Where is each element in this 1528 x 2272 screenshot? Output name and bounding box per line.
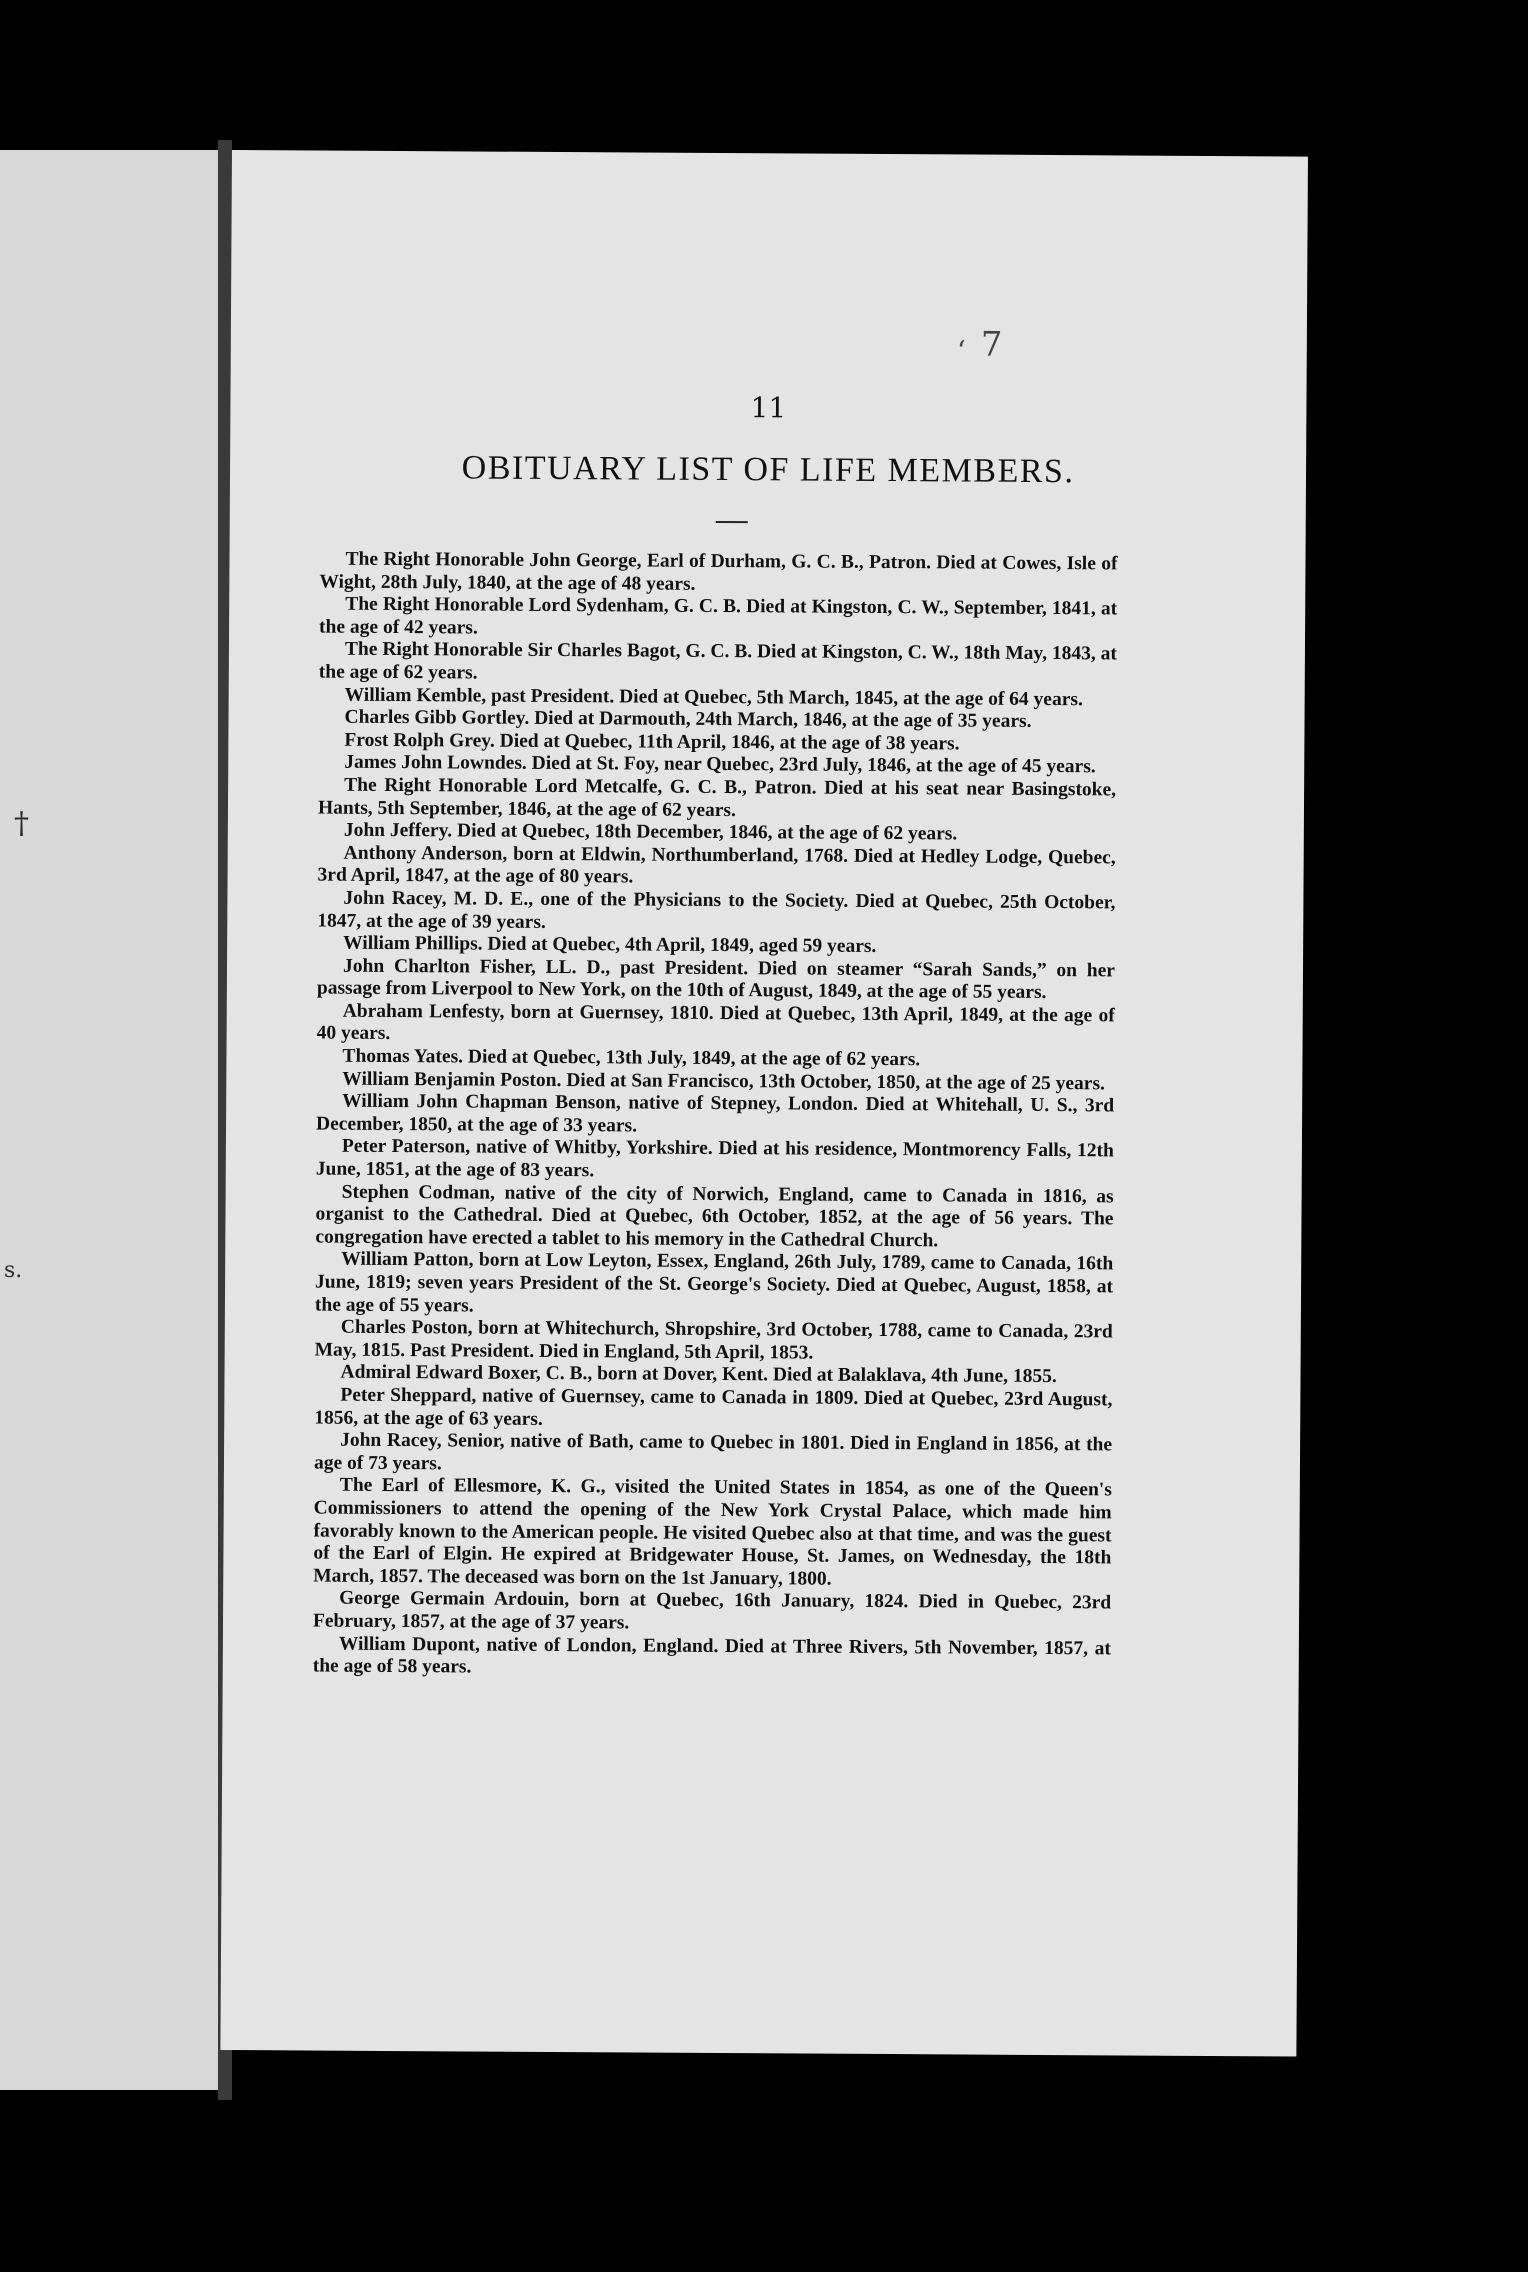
obituary-entry: Frost Rolph Grey. Died at Quebec, 11th April, 1846, at the age of 38 years. bbox=[344, 729, 960, 755]
obituary-entry: James John Lowndes. Died at St. Foy, near Quebec, 23rd July, 1846, at the age of 45 years. bbox=[344, 752, 1096, 778]
obituary-entry: The Right Honorable Lord Sydenham, G. C. B. Died at Kingston, C. W., September, 1841, at the age of 42 years. bbox=[319, 593, 1118, 639]
page-number: 11 bbox=[750, 391, 787, 425]
left-page-fragment-mark: s. bbox=[4, 1258, 23, 1283]
obituary-entry: John Jeffery. Died at Quebec, 18th December, 1846, at the age of 62 years. bbox=[343, 819, 958, 845]
obituary-entry: John Racey, Senior, native of Bath, came to Quebec in 1801. Died in England in 1856, at the age of 73 years. bbox=[313, 1429, 1113, 1475]
obituary-entry: The Right Honorable Sir Charles Bagot, G. C. B. Died at Kingston, C. W., 18th May, 1843, at the age of 62 years. bbox=[318, 639, 1118, 684]
obituary-entry: William Kemble, past President. Died at Quebec, 5th March, 1845, at the age of 64 years. bbox=[344, 684, 1083, 710]
obituary-entry: William Dupont, native of London, England. Died at Three Rivers, 5th November, 1857, at the age of 58 years. bbox=[312, 1633, 1111, 1678]
obituary-entry: Anthony Anderson, born at Eldwin, Northumberland, 1768. Died at Hedley Lodge, Quebec, 3rd April, 1847, at the age of 80 years. bbox=[317, 842, 1116, 888]
obituary-entry: The Earl of Ellesmore, K. G., visited the United States in 1854, as one of the Queen's Commissioners to attend the opening of the New York Crystal Palace, which made him favorably known to the American people. He visited Quebec also at that time, and was the guest of the Earl of Elgin. He expired at Bridgewater House, St. James, on Wednesday, the 18th March, 1857. The deceased was born on the 1st January, 1800. bbox=[313, 1475, 1112, 1590]
title-rule bbox=[716, 521, 748, 523]
obituary-entry: John Charlton Fisher, LL. D., past President. Died on steamer “Sarah Sands,” on her passage from Liverpool to New York, on the 10th of August, 1849, at the age of 55 years. bbox=[316, 955, 1116, 1004]
obituary-entry: Charles Poston, born at Whitechurch, Shropshire, 3rd October, 1788, came to Canada, 23rd May, 1815. Past President. Died in England, 5th April, 1853. bbox=[314, 1316, 1113, 1364]
obituary-entry: Thomas Yates. Died at Quebec, 13th July, 1849, at the age of 62 years. bbox=[342, 1045, 921, 1071]
obituary-entry: William Phillips. Died at Quebec, 4th April, 1849, aged 59 years. bbox=[343, 932, 877, 958]
left-facing-page bbox=[0, 150, 218, 2090]
obituary-entry: Abraham Lenfesty, born at Guernsey, 1810. Died at Quebec, 13th April, 1849, at the age of 40 years. bbox=[316, 1000, 1115, 1045]
obituary-entry: The Right Honorable Lord Metcalfe, G. C. B., Patron. Died at his seat near Basingstoke, Hants, 5th September, 1846, at the age of 62 years. bbox=[317, 774, 1117, 821]
stray-mark: ʻ bbox=[956, 334, 966, 368]
obituary-entry: Stephen Codman, native of the city of Norwich, England, came to Canada in 1816, as organist to the Cathedral. Died at Quebec, 6th October, 1852, at the age of 56 years. The congregation have erected a tablet to his memory in the Cathedral Church. bbox=[315, 1181, 1114, 1252]
stray-mark: 7 bbox=[980, 324, 1003, 365]
obituary-entry: William Benjamin Poston. Died at San Francisco, 13th October, 1850, at the age of 25 years. bbox=[342, 1068, 1106, 1095]
obituary-entry: Peter Sheppard, native of Guernsey, came to Canada in 1809. Died at Quebec, 23rd August, 1856, at the age of 63 years. bbox=[314, 1384, 1113, 1430]
left-page-dagger-mark: † bbox=[14, 806, 29, 841]
obituary-entry: Admiral Edward Boxer, C. B., born at Dover, Kent. Died at Balaklava, 4th June, 1855. bbox=[340, 1362, 1057, 1388]
obituary-entry: George Germain Ardouin, born at Quebec, 16th January, 1824. Died in Quebec, 23rd February, 1857, at the age of 37 years. bbox=[312, 1587, 1112, 1634]
obituary-list bbox=[313, 549, 1118, 1684]
obituary-entry: John Racey, M. D. E., one of the Physicians to the Society. Died at Quebec, 25th October, 1847, at the age of 39 years. bbox=[317, 887, 1116, 933]
page-sheet bbox=[220, 150, 1308, 2057]
obituary-entry: Charles Gibb Gortley. Died at Darmouth, 24th March, 1846, at the age of 35 years. bbox=[344, 706, 1032, 733]
page-title: OBITUARY LIST OF LIFE MEMBERS. bbox=[461, 449, 1075, 491]
obituary-entry: The Right Honorable John George, Earl of Durham, G. C. B., Patron. Died at Cowes, Isle of Wight, 28th July, 1840, at the age of 48 years. bbox=[319, 548, 1118, 595]
obituary-entry: Peter Paterson, native of Whitby, Yorkshire. Died at his residence, Montmorency Falls, 12th June, 1851, at the age of 83 years. bbox=[315, 1136, 1114, 1182]
obituary-entry: William Patton, born at Low Leyton, Essex, England, 26th July, 1789, came to Canada, 16th June, 1819; seven years President of the St. George's Society. Died at Quebec, August, 1858, at the age of 55 years. bbox=[314, 1249, 1114, 1317]
obituary-entry: William John Chapman Benson, native of Stepney, London. Died at Whitehall, U. S., 3rd December, 1850, at the age of 33 years. bbox=[315, 1090, 1115, 1137]
